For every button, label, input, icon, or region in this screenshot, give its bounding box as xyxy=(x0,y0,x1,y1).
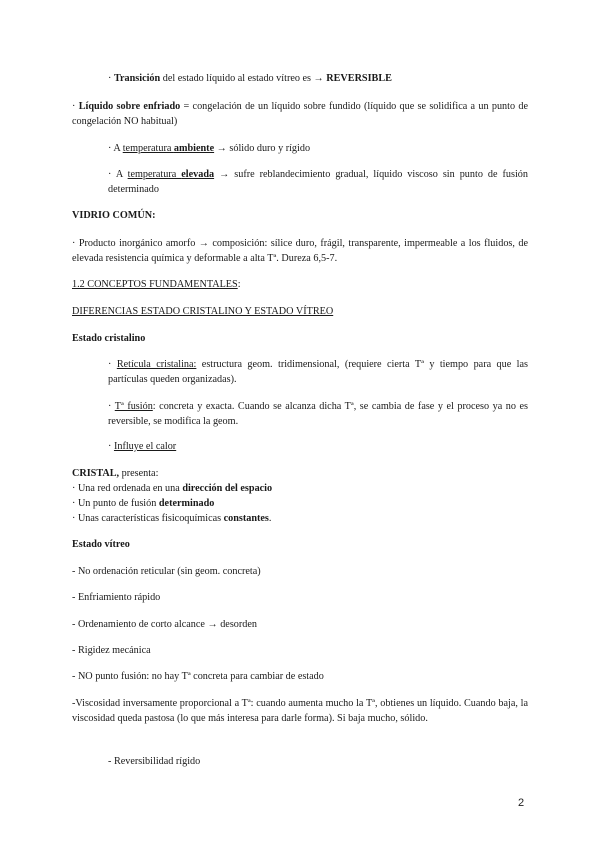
heading-diferencias-text: DIFERENCIAS ESTADO CRISTALINO Y ESTADO VÍTREO xyxy=(72,306,334,317)
cristal-item-1-text: · Una red ordenada en una xyxy=(72,483,183,494)
vitreo-item-5: - NO punto fusión: no hay Tª concreta para cambiar de estado xyxy=(72,671,324,682)
fusion-paragraph xyxy=(108,399,528,429)
heading-diferencias xyxy=(72,304,528,319)
bullet: · A xyxy=(108,169,128,180)
vitreo-item-6: -Viscosidad inversamente proporcional a Tª: cuando aumenta mucho la Tª, obtienes un líquido. Cuando baja, la viscosidad queda pastosa (lo que más interesa para darle forma). Si baja mucho, sólido. xyxy=(72,698,528,724)
bullet: · xyxy=(108,441,114,452)
bullet: · xyxy=(72,101,79,112)
term-reversible: REVERSIBLE xyxy=(326,73,392,84)
cristal-item-3-period: . xyxy=(268,513,272,524)
term-transicion: Transición xyxy=(113,73,161,84)
underlined-temperatura: temperatura xyxy=(122,143,174,154)
heading-vitreo-text: Estado vítreo xyxy=(72,539,130,550)
cristal-title-rest: presenta: xyxy=(119,468,159,479)
heading-conceptos xyxy=(72,277,528,292)
calor-paragraph xyxy=(108,439,528,454)
heading-conceptos-text: 1.2 CONCEPTOS FUNDAMENTALES xyxy=(72,279,238,290)
ambient-text: → sólido duro y rígido xyxy=(214,143,311,154)
cristal-item-2-strong: determinado xyxy=(158,498,215,509)
bullet: · xyxy=(108,401,115,412)
vitreo-item-4: - Rigidez mecánica xyxy=(72,645,151,656)
fusion-text: : concreta y exacta. Cuando se alcanza dicha Tª, se cambia de fase y el proceso ya no es reversible, se modifica la geom. xyxy=(108,401,528,427)
ambient-temp-paragraph xyxy=(108,141,528,156)
term-liquido-sobre-enfriado: Líquido sobre enfriado xyxy=(78,101,181,112)
cristal-item-3-text: · Unas características fisicoquímicas xyxy=(72,513,224,524)
term-reticula: Retícula cristalina: xyxy=(116,359,197,370)
vitreo-item-3: - Ordenamiento de corto alcance → desorden xyxy=(72,619,257,630)
cristal-title-line xyxy=(72,466,528,481)
supercooled-text: = congelación de un líquido sobre fundido (líquido que se solidifica a un punto de congelación NO habitual) xyxy=(72,101,528,127)
heading-estado-cristalino xyxy=(72,331,528,346)
vitreo-item-1: - No ordenación reticular (sin geom. concreta) xyxy=(72,566,261,577)
vitreo-item-7: - Reversibilidad rígido xyxy=(108,756,201,767)
supercooled-paragraph xyxy=(72,99,528,129)
underlined-temperatura: temperatura xyxy=(127,169,182,180)
bullet: · A xyxy=(108,143,123,154)
reticula-paragraph xyxy=(108,357,528,387)
cristal-item-3-strong: constantes xyxy=(223,513,269,524)
bullet: · xyxy=(108,359,117,370)
cristal-block xyxy=(72,466,528,526)
bullet: · xyxy=(108,73,114,84)
term-elevada: elevada xyxy=(181,169,215,180)
cristal-item-1 xyxy=(72,481,528,496)
term-ambiente: ambiente xyxy=(173,143,215,154)
vidrio-paragraph: · Producto inorgánico amorfo → composición: sílice duro, frágil, transparente, impermeable a los fluidos, de elevada resistencia química y deformable a alta Tª. Dureza 6,5-7. xyxy=(72,238,528,264)
cristal-item-1-strong: dirección del espacio xyxy=(182,483,273,494)
term-tfusion: Tª fusión xyxy=(114,401,153,412)
heading-cristalino-text: Estado cristalino xyxy=(72,333,146,344)
heading-vidrio-text: VIDRIO COMÚN: xyxy=(72,210,156,221)
vitreo-item-2: - Enfriamiento rápido xyxy=(72,592,161,603)
cristal-item-2-text: · Un punto de fusión xyxy=(72,498,159,509)
heading-colon: : xyxy=(237,279,241,290)
cristal-item-2 xyxy=(72,496,528,511)
high-temp-text: → sufre reblandecimiento gradual, líquido viscoso sin punto de fusión determinado xyxy=(108,169,528,195)
high-temp-paragraph xyxy=(108,167,528,197)
reticula-text: estructura geom. tridimensional, (requiere cierta Tª y tiempo para que las partículas queden organizadas). xyxy=(108,359,528,385)
cristal-title: CRISTAL, xyxy=(72,468,120,479)
transition-paragraph xyxy=(108,71,528,86)
term-influye-calor: Influye el calor xyxy=(113,441,177,452)
transition-text: del estado líquido al estado vítreo es → xyxy=(160,73,327,84)
heading-vidrio-comun xyxy=(72,208,528,223)
page-number: 2 xyxy=(518,797,525,809)
heading-estado-vitreo xyxy=(72,537,528,552)
cristal-item-3 xyxy=(72,511,528,526)
